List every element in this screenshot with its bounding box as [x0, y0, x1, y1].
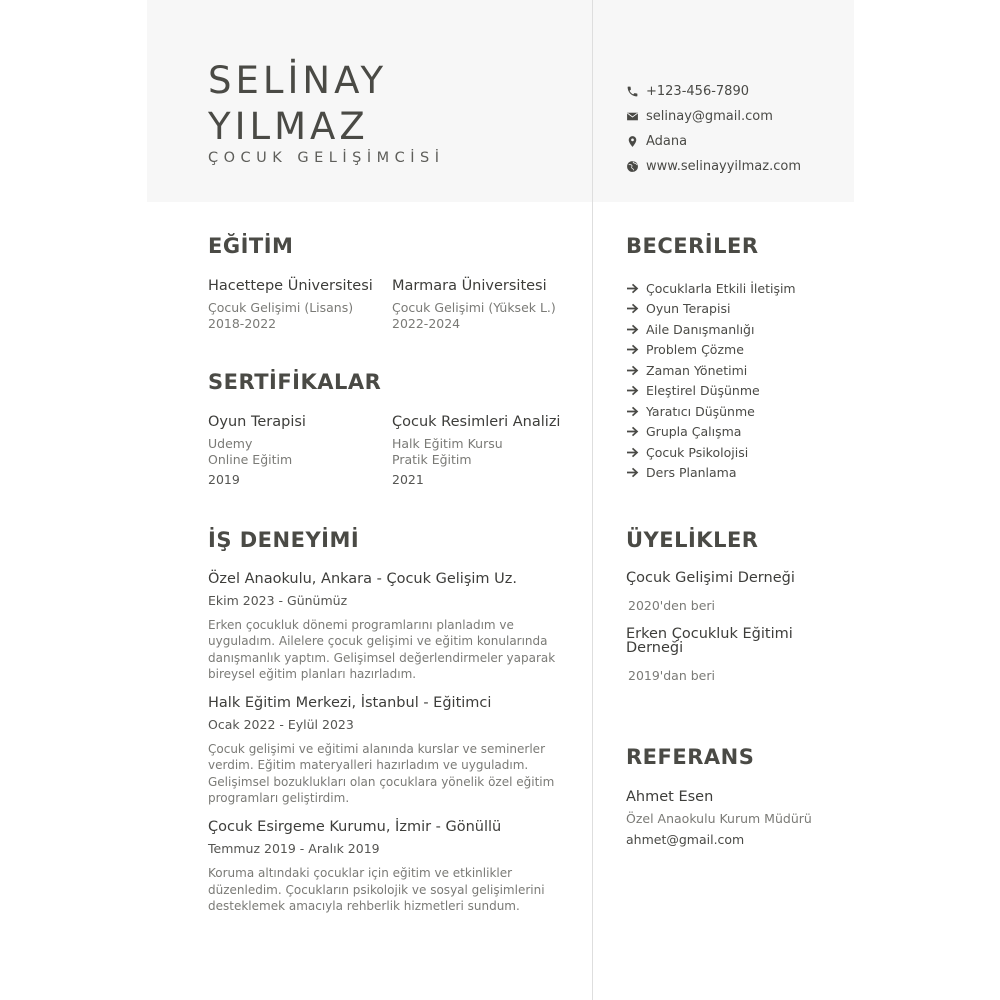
location-text: Adana [646, 134, 688, 149]
last-name: YILMAZ [208, 105, 369, 148]
reference-role: Özel Anaokulu Kurum Müdürü [626, 811, 812, 826]
certificate-name: Çocuk Resimleri Analizi [392, 414, 561, 430]
job-description: Çocuk gelişimi ve eğitimi alanında kurslar ve seminerler verdim. Eğitim materyalleri hazırladım ve uyguladım. Gelişimsel bozuklukları olan çocuklara yönelik özel eğitim programları geliştirdim. [208, 742, 555, 806]
reference-email[interactable]: ahmet@gmail.com [626, 832, 745, 847]
education-item [208, 277, 388, 332]
arrow-right-icon [626, 447, 639, 458]
certificates-heading: SERTİFİKALAR [208, 370, 382, 394]
skill-item [626, 299, 796, 320]
skill-label: Çocuk Psikolojisi [646, 444, 749, 460]
website-text[interactable]: www.selinayyilmaz.com [646, 159, 801, 174]
membership-name: Çocuk Gelişimi Derneği [626, 570, 795, 586]
contact-email [626, 104, 801, 129]
skill-label: Yaratıcı Düşünme [646, 403, 755, 419]
certificate-name: Oyun Terapisi [208, 414, 306, 430]
first-name: SELİNAY [208, 59, 388, 102]
skill-label: Eleştirel Düşünme [646, 383, 760, 399]
school-name: Hacettepe Üniversitesi [208, 278, 373, 294]
skill-label: Oyun Terapisi [646, 301, 731, 317]
certificate-provider: Udemy [208, 436, 253, 451]
skill-item [626, 442, 796, 463]
globe-icon [626, 160, 639, 173]
skill-item [626, 340, 796, 361]
reference-block [626, 788, 826, 848]
skill-item [626, 319, 796, 340]
experience-heading: İŞ DENEYİMİ [208, 528, 360, 552]
school-name: Marmara Üniversitesi [392, 278, 547, 294]
job-item [208, 818, 558, 914]
certificate-type: Pratik Eğitim [392, 452, 472, 467]
email-text[interactable]: selinay@gmail.com [646, 109, 773, 124]
certificate-year: 2019 [208, 472, 240, 487]
skill-label: Grupla Çalışma [646, 424, 742, 440]
job-title: ÇOCUK GELİŞİMCİSİ [208, 150, 445, 166]
candidate-name [208, 58, 387, 150]
arrow-right-icon [626, 324, 639, 335]
job-title: Özel Anaokulu, Ankara - Çocuk Gelişim Uz. [208, 571, 517, 587]
reference-heading: REFERANS [626, 745, 755, 769]
membership-item [626, 571, 826, 613]
memberships-list [626, 571, 826, 697]
phone-text[interactable]: +123-456-7890 [646, 84, 749, 99]
arrow-right-icon [626, 344, 639, 355]
memberships-heading: ÜYELİKLER [626, 528, 759, 552]
membership-name: Erken Çocukluk Eğitimi Derneği [626, 625, 793, 656]
job-title: Çocuk Esirgeme Kurumu, İzmir - Gönüllü [208, 819, 502, 836]
arrow-right-icon [626, 283, 639, 294]
skill-item [626, 463, 796, 484]
skills-heading: BECERİLER [626, 234, 759, 258]
arrow-right-icon [626, 426, 639, 437]
job-description: Erken çocukluk dönemi programlarını planladım ve uyguladım. Ailelere çocuk gelişimi ve eğitim konularında danışmanlık yaptım. Gelişimsel değerlendirmeler yaparak bireysel eğitim planları hazırladım. [208, 618, 556, 681]
membership-since: 2020'den beri [628, 597, 716, 613]
degree: Çocuk Gelişimi (Lisans) [208, 300, 354, 315]
skill-label: Çocuklarla Etkili İletişim [646, 280, 796, 296]
certificate-type: Online Eğitim [208, 452, 293, 467]
map-pin-icon [626, 135, 639, 148]
certificate-item [392, 413, 572, 488]
degree: Çocuk Gelişimi (Yüksek L.) [392, 300, 556, 315]
job-dates: Ocak 2022 - Eylül 2023 [208, 717, 354, 733]
skills-list [626, 278, 796, 483]
column-divider [592, 0, 593, 1000]
education-heading: EĞİTİM [208, 234, 294, 258]
contact-phone [626, 79, 801, 104]
membership-item [626, 627, 826, 683]
experience-list [208, 570, 558, 926]
years: 2018-2022 [208, 316, 277, 331]
contact-info [626, 79, 801, 179]
job-description: Koruma altındaki çocuklar için eğitim ve etkinlikler düzenledim. Çocukların psikolojik ve sosyal gelişimlerini desteklemek amacıyla rehberlik hizmetleri sundum. [208, 866, 545, 913]
skill-label: Zaman Yönetimi [646, 362, 748, 378]
job-item [208, 570, 558, 682]
certificate-provider: Halk Eğitim Kursu [392, 436, 503, 451]
years: 2022-2024 [392, 316, 461, 331]
contact-website [626, 154, 801, 179]
job-dates: Temmuz 2019 - Aralık 2019 [208, 841, 380, 857]
arrow-right-icon [626, 406, 639, 417]
certificate-year: 2021 [392, 472, 424, 487]
skill-label: Ders Planlama [646, 465, 737, 481]
arrow-right-icon [626, 365, 639, 376]
skill-item [626, 360, 796, 381]
education-item [392, 277, 572, 332]
skill-item [626, 422, 796, 443]
arrow-right-icon [626, 467, 639, 478]
skill-label: Problem Çözme [646, 342, 744, 358]
arrow-right-icon [626, 303, 639, 314]
skill-item [626, 278, 796, 299]
job-dates: Ekim 2023 - Günümüz [208, 593, 348, 608]
job-item [208, 694, 558, 806]
envelope-icon [626, 110, 639, 123]
arrow-right-icon [626, 385, 639, 396]
job-title: Halk Eğitim Merkezi, İstanbul - Eğitimci [208, 695, 492, 712]
skill-item [626, 401, 796, 422]
phone-icon [626, 85, 639, 98]
contact-location [626, 129, 801, 154]
skill-item [626, 381, 796, 402]
membership-since: 2019'dan beri [628, 667, 715, 683]
skill-label: Aile Danışmanlığı [646, 321, 755, 337]
reference-name: Ahmet Esen [626, 789, 714, 805]
certificate-item [208, 413, 388, 488]
